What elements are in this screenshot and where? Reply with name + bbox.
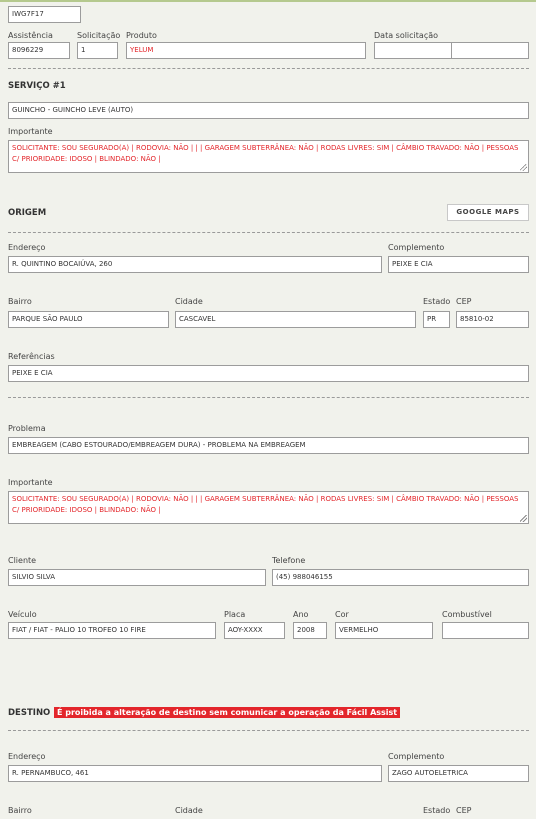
solicitacao-field[interactable]: 1 — [77, 42, 118, 59]
origem-complemento-label: Complemento — [388, 243, 445, 252]
destino-title: DESTINO — [8, 708, 51, 718]
origem-estado-label: Estado — [423, 297, 451, 306]
problema-importante-textarea[interactable] — [8, 491, 529, 524]
origem-cidade-field[interactable]: CASCAVEL — [175, 311, 416, 328]
produto-label: Produto — [126, 31, 157, 40]
veiculo-label: Veículo — [8, 610, 37, 619]
destino-complemento-field[interactable]: ZAGO AUTOELETRICA — [388, 765, 529, 782]
destino-endereco-field[interactable]: R. PERNAMBUCO, 461 — [8, 765, 382, 782]
divider — [8, 68, 529, 69]
destino-bairro-label: Bairro — [8, 806, 32, 815]
hora-solicitacao-field[interactable] — [451, 42, 529, 59]
telefone-label: Telefone — [272, 556, 306, 565]
placa-field[interactable]: AOY-XXXX — [224, 622, 285, 639]
destino-cep-label: CEP — [456, 806, 472, 815]
problema-importante-text: SOLICITANTE: SOU SEGURADO(A) | RODOVIA: NÃO | | | GARAGEM SUBTERRÂNEA: NÃO | RODAS LIVRES: SIM | CÂMBIO TRAVADO: NÃO | PESSOAS C/ PRIORIDADE: IDOSO | BLINDADO: NÃO | — [12, 495, 519, 514]
destino-cidade-label: Cidade — [175, 806, 203, 815]
origem-endereco-field[interactable]: R. QUINTINO BOCAIÚVA, 260 — [8, 256, 382, 273]
placa-label: Placa — [224, 610, 246, 619]
divider — [8, 730, 529, 731]
veiculo-field[interactable]: FIAT / FIAT - PALIO 10 TROFEO 10 FIRE — [8, 622, 216, 639]
resize-grip-icon[interactable] — [520, 515, 527, 522]
problema-field[interactable]: EMBREAGEM (CABO ESTOURADO/EMBREAGEM DURA) - PROBLEMA NA EMBREAGEM — [8, 437, 529, 454]
origem-referencias-label: Referências — [8, 352, 55, 361]
cor-field[interactable]: VERMELHO — [335, 622, 433, 639]
ano-field[interactable]: 2008 — [293, 622, 327, 639]
origem-cep-field[interactable]: 85810-02 — [456, 311, 529, 328]
origem-title: ORIGEM — [8, 208, 47, 218]
divider — [8, 397, 529, 398]
combustivel-label: Combustível — [442, 610, 492, 619]
origem-cep-label: CEP — [456, 297, 472, 306]
servico-title: SERVIÇO #1 — [8, 81, 66, 91]
problema-label: Problema — [8, 424, 46, 433]
top-accent-line — [0, 0, 536, 2]
google-maps-button[interactable]: GOOGLE MAPS — [447, 204, 529, 221]
cliente-label: Cliente — [8, 556, 37, 565]
cor-label: Cor — [335, 610, 349, 619]
assistencia-label: Assistência — [8, 31, 53, 40]
origem-cidade-label: Cidade — [175, 297, 203, 306]
origem-referencias-field[interactable]: PEIXE E CIA — [8, 365, 529, 382]
servico-importante-label: Importante — [8, 127, 53, 136]
solicitacao-label: Solicitação — [77, 31, 121, 40]
origem-endereco-label: Endereço — [8, 243, 46, 252]
origem-estado-field[interactable]: PR — [423, 311, 450, 328]
produto-field[interactable]: YELUM — [126, 42, 366, 59]
servico-importante-textarea[interactable] — [8, 140, 529, 173]
ano-label: Ano — [293, 610, 309, 619]
divider — [8, 232, 529, 233]
origem-complemento-field[interactable]: PEIXE E CIA — [388, 256, 529, 273]
combustivel-field[interactable] — [442, 622, 529, 639]
origem-bairro-field[interactable]: PARQUE SÃO PAULO — [8, 311, 169, 328]
request-code-field[interactable]: IWG7F17 — [8, 6, 81, 23]
destino-complemento-label: Complemento — [388, 752, 445, 761]
origem-bairro-label: Bairro — [8, 297, 32, 306]
data-solicitacao-field[interactable] — [374, 42, 452, 59]
servico-importante-text: SOLICITANTE: SOU SEGURADO(A) | RODOVIA: NÃO | | | GARAGEM SUBTERRÂNEA: NÃO | RODAS LIVRES: SIM | CÂMBIO TRAVADO: NÃO | PESSOAS C/ PRIORIDADE: IDOSO | BLINDADO: NÃO | — [12, 144, 519, 163]
telefone-field[interactable]: (45) 988046155 — [272, 569, 529, 586]
cliente-field[interactable]: SILVIO SILVA — [8, 569, 266, 586]
resize-grip-icon[interactable] — [520, 164, 527, 171]
destino-estado-label: Estado — [423, 806, 451, 815]
assistencia-field[interactable]: 8096229 — [8, 42, 70, 59]
destino-endereco-label: Endereço — [8, 752, 46, 761]
problema-importante-label: Importante — [8, 478, 53, 487]
destino-warning-badge: É proibida a alteração de destino sem comunicar a operação da Fácil Assist — [54, 707, 400, 718]
data-solicitacao-label: Data solicitação — [374, 31, 439, 40]
servico-field[interactable]: GUINCHO - GUINCHO LEVE (AUTO) — [8, 102, 529, 119]
